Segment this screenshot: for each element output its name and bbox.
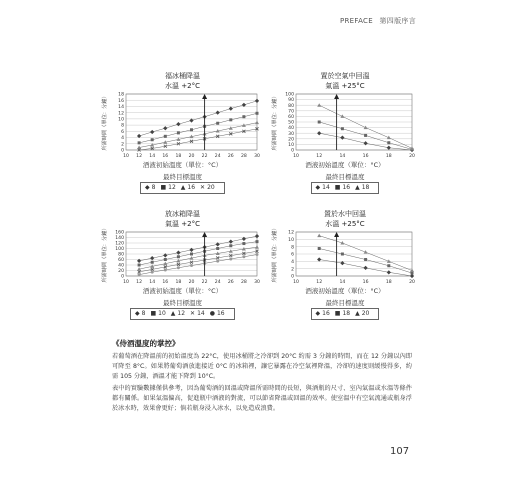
data-point xyxy=(387,136,391,140)
y-axis-label: 所需時間（單位：分鐘） xyxy=(102,93,108,151)
chart-title: 放冰箱降溫 xyxy=(165,210,200,218)
data-point xyxy=(242,115,245,118)
y-tick-label: 14 xyxy=(118,105,124,111)
y-tick-label: 8 xyxy=(291,245,294,251)
y-tick-label: 12 xyxy=(288,230,294,236)
series-line-14 xyxy=(139,251,257,272)
x-axis-label: 酒液初始溫度（單位：°C） xyxy=(142,161,223,169)
chart-plot xyxy=(270,210,420,298)
legend-item xyxy=(200,184,215,191)
data-point xyxy=(341,253,344,256)
data-point xyxy=(229,257,232,260)
x-tick-label: 20 xyxy=(188,154,195,159)
x-tick-label: 20 xyxy=(409,154,415,159)
running-header xyxy=(340,16,420,26)
header-right: 第四版序言 xyxy=(379,17,416,25)
legend-marker: ▲ xyxy=(170,310,176,317)
series-line-8 xyxy=(139,101,257,136)
x-tick-label: 28 xyxy=(240,280,247,285)
data-point xyxy=(317,103,321,107)
y-tick-label: 160 xyxy=(115,230,124,236)
legend-item xyxy=(335,310,350,317)
data-point xyxy=(177,266,180,269)
chart-subtitle: 水溫 +2°C xyxy=(165,82,200,90)
chart-plot xyxy=(100,210,265,298)
legend-marker: ▲ xyxy=(180,184,186,191)
y-axis-label: 所需時間（單位：分鐘） xyxy=(272,93,278,151)
x-tick-label: 10 xyxy=(123,154,129,159)
legend-label: 12 xyxy=(177,310,186,317)
x-tick-label: 14 xyxy=(149,154,156,159)
data-point xyxy=(164,268,167,271)
legend-label: 16 xyxy=(322,310,330,317)
series-line-12 xyxy=(139,247,257,269)
data-point xyxy=(190,128,193,131)
data-point xyxy=(138,264,141,267)
legend-item xyxy=(145,184,155,191)
x-tick-label: 18 xyxy=(175,154,182,159)
data-point xyxy=(163,126,167,130)
x-tick-label: 18 xyxy=(385,154,392,159)
data-point xyxy=(256,253,259,256)
legend-item xyxy=(316,184,330,191)
chart-subtitle: 水溫 +25°C xyxy=(325,220,365,228)
legend-label: 16 xyxy=(342,184,351,191)
x-tick-label: 16 xyxy=(162,280,169,285)
x-tick-label: 24 xyxy=(214,154,221,159)
legend-marker: ▲ xyxy=(355,310,360,317)
y-tick-label: 50 xyxy=(288,120,294,126)
legend xyxy=(311,182,380,194)
paragraph-2: 表中的實驗數據僅供參考，因為葡萄酒的回溫或降溫所需時間的長短，與酒瓶的尺寸、室內氣溫或水溫等條件都有關係。如果氣溫偏高，促進瓶中酒液的對流，可以節省降溫或回溫的效率。使室溫中有空氣流通或瓶身浮於冰水時，效果會更好；倘若瓶身浸入冰水，以免造成浪費。 xyxy=(112,385,412,412)
data-point xyxy=(242,255,245,258)
legend xyxy=(311,308,380,320)
legend-label: 12 xyxy=(168,184,176,191)
data-point xyxy=(317,234,321,238)
data-point xyxy=(164,135,167,138)
chart-ice-bucket xyxy=(100,72,265,202)
data-point xyxy=(242,242,245,245)
data-point xyxy=(364,250,368,254)
y-tick-label: 0 xyxy=(121,274,124,280)
data-point xyxy=(216,122,219,125)
legend-title: 最終目標溫度 xyxy=(163,299,202,307)
y-tick-label: 0 xyxy=(291,274,294,280)
y-tick-label: 80 xyxy=(118,252,124,258)
y-tick-label: 60 xyxy=(118,258,124,264)
series-line-16 xyxy=(139,255,257,275)
legend-label: 10 xyxy=(158,310,166,317)
legend-item xyxy=(171,310,185,317)
y-tick-label: 40 xyxy=(288,126,294,132)
paragraph-1: 若葡萄酒在降溫前的初始溫度為 22°C，使用冰桶將之冷卻到 20°C 約需 3 分鐘的時間，而在 12 分鐘以內即可降至 8°C。如果將葡萄酒放進接近 0°C 的冰箱裡，讓它暴露在冷空氣裡降溫，冷卻的速度則緩慢得多，約需 105 分鐘，酒溫才能下降到 10°C。 xyxy=(112,353,412,380)
data-point xyxy=(387,141,390,144)
y-tick-label: 20 xyxy=(118,269,124,275)
legend-item xyxy=(355,310,369,317)
legend-item xyxy=(355,184,369,191)
legend-title: 最終目標溫度 xyxy=(163,173,202,181)
data-point xyxy=(164,258,167,261)
x-tick-label: 14 xyxy=(339,154,346,159)
data-point xyxy=(190,253,193,256)
y-tick-label: 30 xyxy=(288,131,294,137)
y-tick-label: 10 xyxy=(288,143,294,148)
y-tick-label: 2 xyxy=(121,142,124,148)
data-point xyxy=(177,131,180,134)
chart-plot xyxy=(270,72,420,172)
data-point xyxy=(364,134,367,137)
legend-item xyxy=(316,310,330,317)
legend-marker: ■ xyxy=(150,310,157,317)
x-tick-label: 28 xyxy=(240,154,247,159)
indicator-arrowhead xyxy=(202,232,207,237)
series-line-10 xyxy=(139,242,257,265)
legend-marker: ✕ xyxy=(200,184,206,191)
data-point xyxy=(216,247,219,250)
x-tick-label: 20 xyxy=(409,280,415,285)
legend-item xyxy=(160,184,175,191)
x-axis-label: 酒液初始溫度（單位：°C） xyxy=(305,161,385,169)
y-tick-label: 80 xyxy=(288,103,294,109)
legend-label: 20 xyxy=(207,184,215,191)
legend-label: 8 xyxy=(151,184,156,191)
legend-label: 14 xyxy=(322,184,330,191)
data-point xyxy=(410,269,414,273)
legend-title: 最終目標溫度 xyxy=(325,173,365,181)
x-tick-label: 12 xyxy=(316,154,323,159)
data-point xyxy=(138,273,141,276)
legend-item xyxy=(210,310,225,317)
chart-title: 福冰桶降溫 xyxy=(165,72,200,80)
indicator-arrowhead xyxy=(334,232,339,237)
x-tick-label: 16 xyxy=(362,280,369,285)
legend-label: 18 xyxy=(342,310,351,317)
data-point xyxy=(387,146,391,150)
chart-subtitle: 氣溫 +2°C xyxy=(165,220,200,228)
y-tick-label: 90 xyxy=(288,98,294,104)
data-point xyxy=(256,240,259,243)
chart-water-warming xyxy=(270,210,420,328)
legend-marker: ▲ xyxy=(355,184,360,191)
data-point xyxy=(229,244,232,247)
y-tick-label: 20 xyxy=(288,137,294,143)
data-point xyxy=(177,255,180,258)
y-tick-label: 16 xyxy=(118,98,124,104)
x-tick-label: 18 xyxy=(175,280,182,285)
data-point xyxy=(317,131,321,135)
data-point xyxy=(387,264,390,267)
x-tick-label: 30 xyxy=(254,280,260,285)
legend-label: 20 xyxy=(361,310,370,317)
legend-item xyxy=(190,310,205,317)
y-tick-label: 140 xyxy=(115,236,124,242)
y-tick-label: 6 xyxy=(121,129,124,135)
legend-marker: ◆ xyxy=(315,310,321,317)
legend-title: 最終目標溫度 xyxy=(325,299,365,307)
y-tick-label: 10 xyxy=(288,237,294,243)
y-tick-label: 100 xyxy=(285,92,294,98)
y-tick-label: 0 xyxy=(291,148,294,154)
legend-label: 16 xyxy=(187,184,196,191)
x-tick-label: 12 xyxy=(136,280,143,285)
data-point xyxy=(176,122,180,126)
data-point xyxy=(255,245,259,249)
legend xyxy=(140,182,225,194)
data-point xyxy=(364,258,367,261)
legend-marker: ■ xyxy=(160,184,167,191)
x-tick-label: 10 xyxy=(293,280,299,285)
x-tick-label: 14 xyxy=(339,280,346,285)
x-tick-label: 26 xyxy=(227,154,234,159)
data-point xyxy=(216,111,220,115)
series-line-12 xyxy=(139,113,257,143)
data-point xyxy=(150,130,154,134)
data-point xyxy=(340,114,344,118)
y-tick-label: 18 xyxy=(118,92,124,98)
x-tick-label: 20 xyxy=(188,280,195,285)
legend-item xyxy=(181,184,195,191)
y-tick-label: 2 xyxy=(291,267,294,273)
data-point xyxy=(317,257,321,261)
page-number: 107 xyxy=(390,446,410,457)
x-axis-label: 酒液初始溫度（單位：°C） xyxy=(142,287,223,295)
y-tick-label: 120 xyxy=(115,241,124,247)
legend-label: 8 xyxy=(141,310,146,317)
x-tick-label: 24 xyxy=(214,280,221,285)
chart-air-warming xyxy=(270,72,420,202)
y-tick-label: 60 xyxy=(288,115,294,120)
data-point xyxy=(340,136,344,140)
data-point xyxy=(229,118,232,121)
data-point xyxy=(151,271,154,274)
legend xyxy=(130,308,235,320)
data-point xyxy=(138,141,141,144)
data-point xyxy=(318,121,321,124)
y-tick-label: 0 xyxy=(121,148,124,154)
data-point xyxy=(255,99,259,103)
y-tick-label: 12 xyxy=(118,111,124,117)
x-tick-label: 10 xyxy=(293,154,299,159)
x-tick-label: 18 xyxy=(385,280,392,285)
data-point xyxy=(387,270,391,274)
data-point xyxy=(255,121,259,125)
y-tick-label: 100 xyxy=(115,247,124,253)
y-axis-label: 所需時間（單位：分鐘） xyxy=(272,225,278,283)
legend-item xyxy=(135,310,145,317)
legend-item xyxy=(335,184,350,191)
chart-plot xyxy=(100,72,265,172)
x-tick-label: 14 xyxy=(149,280,156,285)
x-axis-label: 酒液初始溫度（單位：°C） xyxy=(305,287,385,295)
data-point xyxy=(151,261,154,264)
data-point xyxy=(363,141,367,145)
x-tick-label: 22 xyxy=(201,154,208,159)
data-point xyxy=(387,259,391,263)
indicator-arrowhead xyxy=(202,94,207,99)
legend-marker: ■ xyxy=(334,310,341,317)
y-tick-label: 8 xyxy=(121,123,124,129)
data-point xyxy=(363,266,367,270)
indicator-arrowhead xyxy=(334,94,339,99)
y-tick-label: 4 xyxy=(121,136,124,142)
data-point xyxy=(190,264,193,267)
legend-marker: ■ xyxy=(334,184,341,191)
legend-label: 18 xyxy=(361,184,370,191)
x-tick-label: 22 xyxy=(201,280,208,285)
x-tick-label: 26 xyxy=(227,280,234,285)
data-point xyxy=(340,261,344,265)
legend-label: 14 xyxy=(197,310,205,317)
x-tick-label: 16 xyxy=(362,154,369,159)
data-point xyxy=(341,127,344,130)
x-tick-label: 30 xyxy=(254,154,260,159)
data-point xyxy=(411,272,414,275)
chart-title: 置於水中回溫 xyxy=(324,210,366,218)
data-point xyxy=(151,138,154,141)
y-tick-label: 40 xyxy=(118,263,124,269)
x-tick-label: 10 xyxy=(123,280,129,285)
data-point xyxy=(256,112,259,115)
legend-marker: ◆ xyxy=(315,184,321,191)
header-left: PREFACE xyxy=(340,17,373,25)
y-tick-label: 4 xyxy=(291,259,294,265)
y-tick-label: 6 xyxy=(291,252,294,258)
chart-subtitle: 氣溫 +25°C xyxy=(325,82,365,90)
section-title: 《侍酒溫度的掌控》 xyxy=(112,339,180,348)
legend-item xyxy=(150,310,165,317)
y-axis-label: 所需時間（單位：分鐘） xyxy=(102,225,108,283)
x-tick-label: 12 xyxy=(316,280,323,285)
legend-marker: ✕ xyxy=(190,310,196,317)
y-tick-label: 10 xyxy=(118,117,124,123)
x-tick-label: 16 xyxy=(162,154,169,159)
data-point xyxy=(216,260,219,263)
chart-fridge xyxy=(100,210,265,328)
data-point xyxy=(318,247,321,250)
legend-marker: ◆ xyxy=(135,310,140,317)
data-point xyxy=(364,126,368,130)
legend-marker: ◆ xyxy=(145,184,150,191)
chart-title: 置於空氣中回溫 xyxy=(320,72,370,80)
series-line-20 xyxy=(139,129,257,150)
legend-label: 16 xyxy=(216,310,225,317)
data-point xyxy=(229,107,233,111)
legend-marker: ● xyxy=(209,310,215,317)
y-tick-label: 70 xyxy=(288,109,294,115)
x-tick-label: 12 xyxy=(136,154,143,159)
